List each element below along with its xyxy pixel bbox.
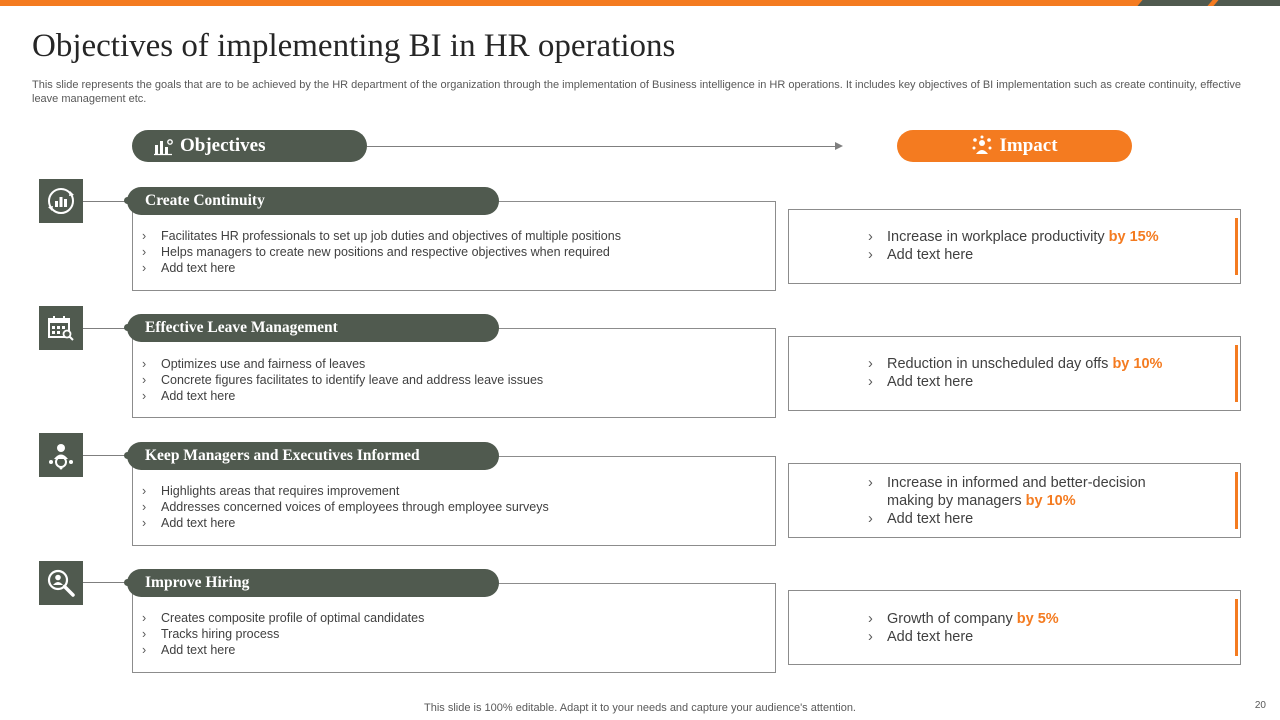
top-accent-stripe — [1213, 0, 1280, 6]
top-accent-bar — [0, 0, 1280, 6]
list-item: › Helps managers to create new positions and respective objectives when required — [142, 245, 610, 259]
impact-bullets — [868, 228, 1159, 264]
list-item: › Tracks hiring process — [142, 627, 280, 641]
objective-bullets — [142, 610, 424, 658]
list-item: › Add text here — [868, 374, 974, 390]
impact-accent-bar — [1235, 218, 1238, 275]
impact-header-label: Impact — [999, 135, 1058, 156]
list-item: › Highlights areas that requires improvement — [142, 484, 400, 498]
impact-people-icon — [971, 135, 993, 157]
header-arrow-head — [835, 142, 843, 150]
impact-accent-bar — [1235, 599, 1238, 656]
list-item: › Add text here — [868, 511, 974, 527]
continuity-chart-icon — [39, 179, 83, 223]
page-number: 20 — [1254, 700, 1266, 711]
row-connector — [83, 328, 129, 329]
objective-title: Improve Hiring — [127, 569, 499, 597]
list-item: › Optimizes use and fairness of leaves — [142, 357, 366, 371]
impact-accent-bar — [1235, 345, 1238, 402]
row-connector — [83, 201, 129, 202]
list-item: › Concrete figures facilitates to identify leave and address leave issues — [142, 373, 544, 387]
list-item: › Add text here — [142, 516, 236, 530]
objective-bullets — [142, 483, 549, 531]
objective-title: Effective Leave Management — [127, 314, 499, 342]
list-item: › Add text here — [142, 261, 236, 275]
list-item: › Add text here — [868, 247, 974, 263]
objectives-header — [132, 130, 367, 162]
list-item: › Creates composite profile of optimal candidates — [142, 611, 425, 625]
list-item: › Facilitates HR professionals to set up job duties and objectives of multiple positions — [142, 229, 621, 243]
list-item: › Add text here — [142, 643, 236, 657]
impact-bullets — [868, 474, 1157, 528]
objectives-chart-icon — [152, 135, 174, 157]
impact-bullets — [868, 355, 1162, 391]
objective-title: Keep Managers and Executives Informed — [127, 442, 499, 470]
impact-accent-bar — [1235, 472, 1238, 529]
list-item: › Add text here — [142, 389, 236, 403]
list-item: › Growth of company by 5% — [868, 611, 1059, 627]
objective-bullets — [142, 356, 543, 404]
objectives-header-label: Objectives — [180, 135, 266, 156]
candidate-search-icon — [39, 561, 83, 605]
slide-footer: This slide is 100% editable. Adapt it to your needs and capture your audience's attention. — [424, 702, 856, 714]
impact-header — [897, 130, 1132, 162]
list-item: › Addresses concerned voices of employees through employee surveys — [142, 500, 549, 514]
list-item: › Increase in workplace productivity by 15% — [868, 229, 1159, 245]
slide-subtitle: This slide represents the goals that are to be achieved by the HR department of the organization through the implementation of Business intelligence in HR operations. It includes key objectives of BI implementation such as create continuity, effective leave management etc. — [32, 79, 1242, 105]
header-arrow-line — [367, 146, 837, 147]
top-accent-stripe — [1137, 0, 1212, 6]
objective-title: Create Continuity — [127, 187, 499, 215]
row-connector — [83, 582, 129, 583]
list-item: › Increase in informed and better-decision making by managers by 10% — [868, 475, 1146, 509]
manager-network-icon — [39, 433, 83, 477]
slide-title: Objectives of implementing BI in HR operations — [32, 28, 676, 64]
list-item: › Add text here — [868, 629, 974, 645]
impact-bullets — [868, 610, 1059, 646]
calendar-search-icon — [39, 306, 83, 350]
list-item: › Reduction in unscheduled day offs by 10% — [868, 356, 1163, 372]
objective-bullets — [142, 228, 621, 276]
row-connector — [83, 455, 129, 456]
